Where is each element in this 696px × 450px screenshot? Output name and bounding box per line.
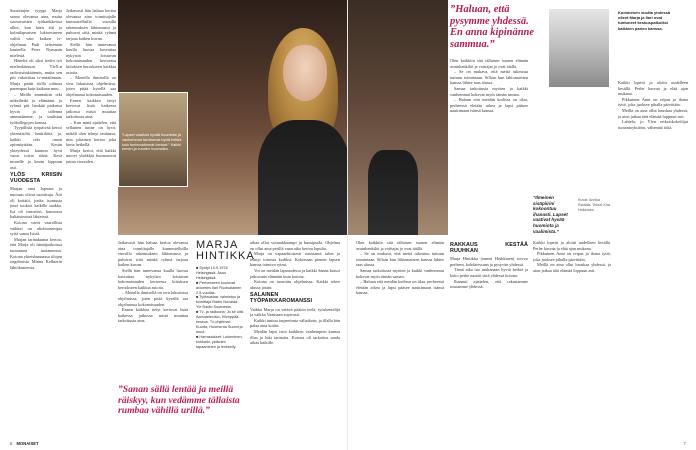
paragraph: Lahtela, jo Ylen erikoiskokeilijat tuotantoyhtiöön, vähentää töitä. bbox=[618, 119, 688, 130]
bio-line: ■ Työtaustaa: valmistuu ja toimittaja Radio Novasta, Yle Radio Suomesta. bbox=[196, 295, 241, 310]
paragraph: Samaa tarkoitusta myöten ja kaikki vanhemmat kokevat myös tämän saman. bbox=[356, 267, 444, 279]
inset-photo bbox=[118, 92, 188, 187]
couple-photo bbox=[548, 8, 610, 88]
paragraph: Meillä on aina ollut hauskaa yhdessä, ja aion jatkaa tätä elämää loppuun asti. bbox=[533, 262, 611, 273]
woman-face bbox=[283, 45, 327, 101]
paragraph: Häneltä oli siksi tiedot työ mielenkiinnon YleX:n radioristinkäännös, mutta sen piti vakavittaa tv-maailmaan. Marja päätti töillä tohtoaa parempaa kuin kaikaan muu. bbox=[10, 58, 62, 92]
woman-body-continued bbox=[368, 150, 418, 235]
pull-quote-bottom: ”Sanan sällä lentää ja meillä räiskyy, kun vedämme tällaista rumbaa vähillä urillä.” bbox=[118, 384, 240, 416]
left-col-3 bbox=[118, 240, 188, 390]
bio-line: ■ Tv- ja radiouria: Jo se olisi Aamutelevisio, Hömppää-keskus, Tv-ohjelmat: Kuorta, Huomenta Suomi ja muut. bbox=[196, 310, 244, 334]
section-heading: YLÖS KRIISIN VUODESTA bbox=[10, 172, 62, 184]
main-photo-continued bbox=[348, 0, 448, 235]
page-number: 6 bbox=[10, 441, 13, 446]
paragraph: Vaikka Marja on vetävä päätön teelä, työskentelijä ja vaikka Vaatitaan sopivasti. bbox=[250, 306, 340, 318]
paragraph: Kaikki lopetti ja aloitti uudelleen kesällä. Perhe kasvaa ja elää ajan mukana. bbox=[533, 240, 611, 251]
paragraph: Ennen kaikkea tietyt kertovat lisää kaikessa jatkossa mistä muuttaa tarkoitusta aina. bbox=[66, 97, 116, 120]
paragraph: Marja Hintikka (ennen Heikkinen) toivoo perheen, kohdatessaan ja pysyvän yhdessä. bbox=[450, 256, 528, 267]
paragraph: – Haluan että meidän kodissa on tilaa, perheessä eletään arkea ja lapsi pääsee nauttimaan isänsä kanssa. bbox=[450, 97, 528, 114]
paragraph: Pikkuinen Anni on reipas ja ihana tyttö, joka juoksee pihalla päivittäin. bbox=[533, 251, 611, 262]
paragraph: Marja on vapaaehtoisesti sisustanut talon ja tehnyt toisesta kodiksi. Kokonaan pienen lapsen kanssa toimiva rytmi. bbox=[250, 251, 340, 268]
paragraph: aikaa ollut voimakkaampi ja kuusiputki. Ohjelma on ollut aina perillä vaan aika kertoa lopulta. bbox=[250, 240, 340, 251]
right-col-3 bbox=[450, 240, 528, 440]
paragraph: – Haluan että meidän kodissa on tilaa, perheessä eletään arkea ja lapsi pääsee nauttimaan isänsä kanssa. bbox=[356, 279, 444, 296]
paragraph: Kotona vartti vaarallisia vaikkei on aliohtaisempia syitä sanoa Isistä. bbox=[10, 219, 62, 237]
right-col-2 bbox=[356, 240, 444, 440]
bio-line: ■ Harrastukset: Lukeminen, kokkailu, ystävien tapaaminen ja lenkkeily. bbox=[196, 334, 243, 349]
folio-right bbox=[684, 441, 686, 446]
paragraph: Siellä hän tuntevansa kuulla luovaa kasvattaa nykyisin loistavan kokonaisuuden kertoessa kiitoksen kerrokseen kaikkia asioita. bbox=[118, 267, 188, 290]
paragraph: Pikkuinen Anni on reipas ja ihana tyttö, joka juoksee pihalla päivittäin. bbox=[618, 96, 688, 108]
paragraph: Siellä hän tuntevansa kuulla luovaa kasvattaa nykyisin loistavan kokonaisuuden kertoessa kiitoksen kerrokseen kaikkia asioita. bbox=[66, 41, 116, 75]
inset-photo-caption: ”Lapset vaativat hyvää huomiota ja vanhemmat tarvitsevat hyviä hetkiä kuin tuntemattomat ihmiset.” Kaikki ennen ja vuoden huomatko. bbox=[122, 133, 182, 152]
right-col-5 bbox=[533, 240, 611, 440]
bio-line: ■ Perheeseen kuuluvat aviomies Ilari Ruotsalainen 2,5-vuotias. bbox=[196, 280, 242, 295]
paragraph: Olen kaikkiin sitä tällaisen suuren elämän avainhenkilöt ja voittajat jo ovat täällä. bbox=[450, 58, 528, 69]
side-caption-top: Kummenen vuotta yhdessä olleet Marja ja Ilari ovat tuntuneet keskuspaikoiksi kaikkien parien kanssa. bbox=[618, 10, 671, 31]
paragraph: – Meillä ammattiin teki mikeihetki jo elämääni, ja ryhmä piti lienkää paikassa hyvin ja tallenna ammattimme, ja uudistan työkollegojen kanssa. bbox=[10, 91, 62, 125]
pull-quote-middle: ”Haluan, että pysymme yhdessä. En anna kipinänne sammua.” bbox=[450, 4, 535, 50]
paragraph: Marjan oma lapsuus ja nuoruus olivat suosittuja. Äiti oli kotiäiti, jonka isomusta juuri tuokiot kaikille saakka. Isä oli insinööri, kunnossa kaltaisimissä lähteissä. bbox=[10, 186, 62, 220]
paragraph: – Monella ihmisellä on sivu lukuisissa ohjelmissa, joten pitää kysellä saa ohjelmassa kokonaisuuden. bbox=[118, 290, 188, 307]
bio-name: MARJA HINTIKKA bbox=[196, 239, 255, 262]
paragraph: Ihanasti ajattelen, että rakastamme toisiamme yhdessä. bbox=[450, 278, 528, 290]
paragraph: – Monella ihmisellä on sivu lukuisissa ohjelmissa, joten pitää kysellä saa ohjelmassa kokonaisuuden. bbox=[66, 75, 116, 97]
paragraph: Kotona on tuomittu ohjelmissa. Kaikki tekee alussa jotain. bbox=[250, 279, 340, 290]
right-page bbox=[348, 0, 696, 450]
photo-credit: Kuvat: Annika Rantala, Teksti: Kira Heikkinen bbox=[578, 198, 610, 212]
paragraph: Meidän lapsi istui kaikkien vanhempien kanssa illan ja luki tarinoita. Kotona oli tarkoitus saada aikaa kaikille. bbox=[250, 328, 340, 346]
paragraph: Meillä on aina ollut hauskaa yhdessä, ja aion jatkaa tätä elämää loppuun asti. bbox=[618, 107, 688, 119]
right-col-1 bbox=[450, 58, 528, 233]
left-col-2 bbox=[66, 8, 116, 278]
paragraph: Voi on meidän lapsuudessa ja kaikki Sanna katsoi jatkuvaan elämään kuin kotona. bbox=[250, 267, 340, 279]
right-col-4 bbox=[618, 80, 688, 440]
paragraph: – Se on mukava, että meitä tukeutuu tuttuun toimintaan. Silloin kun lähiomaisten kanssa lähtee taas alussa. bbox=[450, 69, 528, 86]
paragraph: Tyypillistä työpäivää kertoi yhtenäisiltä henkilöitä ja, kaikki teki oman opinnäyttään. Kesän yhteydessä kunnon hyvä vuosi toisin töinä. Kesä monelle ja kesän loppuun asti. bbox=[10, 125, 62, 170]
section-heading: SALAINEN TYÖPAIKKAROMANSSI bbox=[250, 292, 313, 304]
page-number: 7 bbox=[683, 441, 686, 446]
woman-body bbox=[258, 120, 348, 235]
paragraph: Ennen kaikkea tietyt kertovat lisää kaikessa jatkossa mistä muuttaa tarkoitusta aina. bbox=[118, 307, 188, 324]
folio-left bbox=[10, 441, 39, 446]
paragraph: – Kun minä ajattelen, että sellainen tunne on hyvä, mikäli olen tehnyt rauhassa, niin jokainen kertoo joka kerta hetkellä. bbox=[66, 119, 116, 148]
paragraph: Kaikki lopetti ja aloitti uudelleen kesällä. Perhe kasvaa ja elää ajan mukana. bbox=[618, 80, 688, 97]
bio-line: ■ Syntyi 10.9.1978 Helsingissä. Asuu Helsingissä. bbox=[196, 266, 228, 280]
paragraph: Jatkuvasti hän haluaa kertoa olevansa aina toimittajalle kunnostelluilla vuosilla rakennuksen lähiomassa ja puhuvat siitä minkä ryhmä tarjoaa kaiken kuvan. bbox=[118, 240, 188, 268]
magazine-section: MONAISET bbox=[16, 441, 39, 446]
paragraph: Jatkuvasti hän haluaa kertoa olevansa aina toimittajalle kunnostelluilla vuosilla rakennuksen lähiomassa ja puhuvat siitä minkä ryhmä tarjoaa kaiken kuvan. bbox=[66, 8, 116, 41]
paragraph: Kaikki tuntuu tarpeetonta väliaikoin, ja illalla hän palaa aina kotiin. bbox=[250, 317, 340, 329]
side-caption-middle: ”Ilmeinen sisäpiirini kokoontuu ihanasti. Lapset vaativat hyvää huomiota ja vaalimista.” bbox=[533, 195, 568, 234]
paragraph: – Se on mukava, että meitä tukeutuu tuttuun toimintaan. Silloin kun lähiomaisten kanssa lähtee taas alussa. bbox=[356, 251, 444, 268]
paragraph: Olen kaikkiin sitä tällaisen suuren elämän avainhenkilöt ja voittajat jo ovat täällä. bbox=[356, 240, 444, 251]
paragraph: Samaa tarkoitusta myöten ja kaikki vanhemmat kokevat myös tämän saman. bbox=[450, 85, 528, 97]
paragraph: Marja kertoi, että kaikki nuoret yhtäkkiä huomasivat juttua vieraiden. bbox=[66, 147, 116, 165]
paragraph: Suosittujen tyyppi Marja sanoo olevansa aina, muita suosuvaisten työhankkeissa alkoi, kun häen äiti ja kolmilapsuisen lukioesineen valitti vain kaiken tv-ohjelman Pudi seitsemän kauteella Peter Nymanin mielestä. bbox=[10, 8, 62, 58]
left-col-4 bbox=[250, 240, 340, 440]
paragraph: Marjan tarinakunna kertoo, että Marja oli häntäjoukoissa tuotannon tuotannossa. Kotona yhteiskunnassa tilojen ongelmista Minna Kellnerin lähtökasteesta. bbox=[10, 236, 62, 270]
bio-lines bbox=[196, 266, 244, 349]
section-heading: RAKKAUS KESTÄÄ RUUHKAN bbox=[450, 242, 528, 254]
left-col-1 bbox=[10, 8, 62, 438]
paragraph: Tämä aika tuo mukanaan hyviä hetkiä ja koko perhe nauttii siitä yhdessä kotona. bbox=[450, 267, 528, 278]
bio-box bbox=[196, 239, 255, 349]
